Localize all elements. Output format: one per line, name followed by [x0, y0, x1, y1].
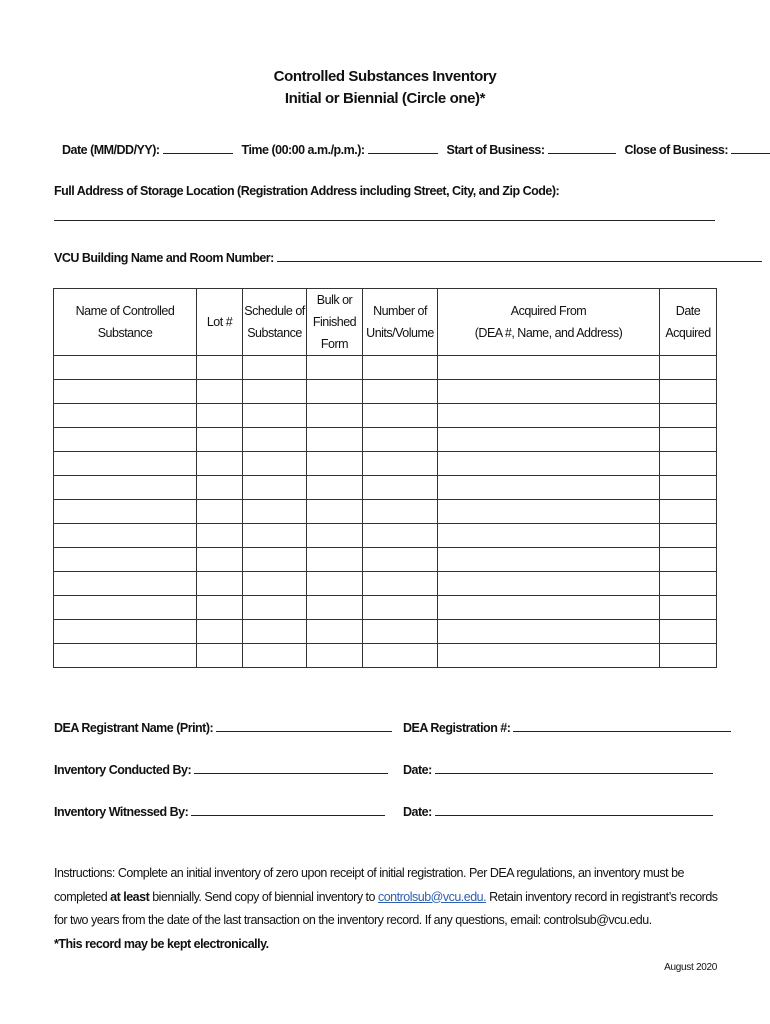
table-row — [54, 404, 717, 428]
table-cell[interactable] — [307, 548, 363, 572]
table-cell[interactable] — [363, 524, 438, 548]
table-cell[interactable] — [54, 620, 197, 644]
column-header-3 — [307, 289, 363, 356]
table-cell[interactable] — [243, 476, 307, 500]
column-header-text: Bulk or — [316, 293, 353, 307]
table-cell[interactable] — [307, 452, 363, 476]
table-cell[interactable] — [438, 428, 660, 452]
table-body — [54, 356, 717, 668]
table-row — [54, 356, 717, 380]
column-header-text: Name of Controlled — [75, 304, 175, 318]
table-cell[interactable] — [54, 572, 197, 596]
column-header-text: Substance — [247, 326, 302, 340]
table-cell[interactable] — [307, 356, 363, 380]
table-cell[interactable] — [54, 404, 197, 428]
table-cell[interactable] — [660, 500, 717, 524]
witnessed-by-row — [54, 804, 385, 819]
column-header-5 — [438, 289, 660, 356]
form-title-line1: Controlled Substances Inventory — [273, 68, 497, 85]
table-cell[interactable] — [660, 452, 717, 476]
table-cell[interactable] — [54, 476, 197, 500]
close-of-business-label: Close of Business: — [624, 143, 729, 157]
table-cell[interactable] — [197, 476, 243, 500]
table-cell[interactable] — [54, 500, 197, 524]
column-header-text: Form — [320, 337, 349, 351]
table-cell[interactable] — [438, 500, 660, 524]
table-cell[interactable] — [660, 572, 717, 596]
table-cell[interactable] — [438, 572, 660, 596]
electronic-record-note: *This record may be kept electronically. — [54, 936, 269, 951]
instructions-text-3: Retain inventory record in registrant’s records for two years from the date of the last transaction on the inventory record. If any questions, email: controlsub@vcu.edu. — [54, 889, 718, 927]
time-field[interactable] — [368, 142, 438, 154]
table-cell[interactable] — [54, 596, 197, 620]
table-row — [54, 572, 717, 596]
table-cell[interactable] — [438, 380, 660, 404]
table-cell[interactable] — [197, 572, 243, 596]
conducted-by-field[interactable] — [194, 762, 388, 774]
column-header-text: Units/Volume — [366, 326, 434, 340]
table-cell[interactable] — [243, 548, 307, 572]
table-cell[interactable] — [243, 620, 307, 644]
table-cell[interactable] — [660, 548, 717, 572]
table-cell[interactable] — [54, 428, 197, 452]
conducted-date-row — [403, 762, 713, 777]
table-cell[interactable] — [243, 596, 307, 620]
column-header-text: Lot # — [206, 315, 233, 329]
table-cell[interactable] — [307, 428, 363, 452]
witnessed-date-row — [403, 804, 713, 819]
column-header-text: (DEA #, Name, and Address) — [474, 326, 623, 340]
table-cell[interactable] — [243, 428, 307, 452]
registrant-name-field[interactable] — [216, 720, 392, 732]
column-header-text: Acquired From — [510, 304, 587, 318]
witnessed-by-field[interactable] — [191, 804, 385, 816]
table-cell[interactable] — [307, 620, 363, 644]
table-cell[interactable] — [54, 644, 197, 668]
table-cell[interactable] — [243, 644, 307, 668]
table-cell[interactable] — [54, 548, 197, 572]
date-label: Date (MM/DD/YY): — [62, 143, 160, 157]
table-cell[interactable] — [438, 548, 660, 572]
column-header-2 — [243, 289, 307, 356]
table-cell[interactable] — [363, 596, 438, 620]
table-row — [54, 644, 717, 668]
table-cell[interactable] — [363, 404, 438, 428]
table-cell[interactable] — [243, 572, 307, 596]
table-cell[interactable] — [197, 500, 243, 524]
email-link[interactable]: controlsub@vcu.edu. — [377, 889, 487, 904]
conducted-by-label: Inventory Conducted By: — [54, 763, 192, 777]
witnessed-date-label: Date: — [403, 805, 432, 819]
table-row — [54, 548, 717, 572]
table-cell[interactable] — [438, 620, 660, 644]
table-cell[interactable] — [660, 596, 717, 620]
registrant-name-row — [54, 720, 392, 735]
date-field[interactable] — [163, 142, 233, 154]
table-cell[interactable] — [197, 524, 243, 548]
column-header-text: Substance — [97, 326, 153, 340]
table-row — [54, 620, 717, 644]
table-row — [54, 524, 717, 548]
table-cell[interactable] — [363, 644, 438, 668]
table-cell[interactable] — [197, 620, 243, 644]
table-cell[interactable] — [363, 548, 438, 572]
column-header-4 — [363, 289, 438, 356]
registration-number-field[interactable] — [513, 720, 731, 732]
table-cell[interactable] — [438, 524, 660, 548]
conducted-date-field[interactable] — [435, 762, 713, 774]
table-row — [54, 452, 717, 476]
building-field[interactable] — [277, 250, 762, 262]
table-cell[interactable] — [363, 572, 438, 596]
table-cell[interactable] — [438, 452, 660, 476]
start-of-business-label: Start of Business: — [446, 143, 545, 157]
table-cell[interactable] — [438, 596, 660, 620]
inventory-table — [53, 288, 717, 668]
form-title — [0, 66, 770, 110]
instructions — [54, 862, 724, 956]
table-cell[interactable] — [363, 500, 438, 524]
table-cell[interactable] — [660, 524, 717, 548]
form-title-line2: Initial or Biennial (Circle one)* — [284, 90, 486, 107]
header-fields-row — [62, 142, 770, 157]
table-cell[interactable] — [660, 428, 717, 452]
table-cell[interactable] — [363, 356, 438, 380]
table-cell[interactable] — [243, 356, 307, 380]
table-cell[interactable] — [243, 380, 307, 404]
table-cell[interactable] — [197, 596, 243, 620]
address-field[interactable] — [54, 220, 715, 221]
table-cell[interactable] — [307, 596, 363, 620]
table-cell[interactable] — [54, 524, 197, 548]
table-cell[interactable] — [54, 452, 197, 476]
conducted-date-label: Date: — [403, 763, 432, 777]
footer-date: August 2020 — [664, 962, 717, 973]
table-cell[interactable] — [660, 404, 717, 428]
table-row — [54, 476, 717, 500]
table-cell[interactable] — [307, 500, 363, 524]
table-cell[interactable] — [197, 428, 243, 452]
table-cell[interactable] — [197, 548, 243, 572]
table-cell[interactable] — [54, 380, 197, 404]
start-of-business-field[interactable] — [548, 142, 616, 154]
registrant-name-label: DEA Registrant Name (Print): — [54, 721, 214, 735]
registration-number-label: DEA Registration #: — [403, 721, 511, 735]
table-cell[interactable] — [243, 524, 307, 548]
table-cell[interactable] — [660, 380, 717, 404]
witnessed-date-field[interactable] — [435, 804, 713, 816]
table-cell[interactable] — [243, 452, 307, 476]
table-cell[interactable] — [54, 356, 197, 380]
column-header-text: Schedule of — [244, 304, 305, 318]
table-cell[interactable] — [438, 356, 660, 380]
column-header-6 — [660, 289, 717, 356]
table-cell[interactable] — [243, 500, 307, 524]
table-cell[interactable] — [307, 644, 363, 668]
registration-number-row — [403, 720, 731, 735]
column-header-text: Date — [675, 304, 701, 318]
building-row — [54, 250, 762, 265]
table-cell[interactable] — [363, 452, 438, 476]
close-of-business-field[interactable] — [731, 142, 770, 154]
table-cell[interactable] — [197, 644, 243, 668]
instructions-bold: at least — [110, 889, 150, 904]
table-cell[interactable] — [197, 404, 243, 428]
table-cell[interactable] — [363, 428, 438, 452]
table-cell[interactable] — [363, 620, 438, 644]
table-cell[interactable] — [660, 644, 717, 668]
table-row — [54, 596, 717, 620]
table-row — [54, 428, 717, 452]
column-header-text: Finished — [312, 315, 357, 329]
table-cell[interactable] — [243, 404, 307, 428]
table-cell[interactable] — [660, 356, 717, 380]
table-cell[interactable] — [363, 476, 438, 500]
instructions-text-2: biennially. Send copy of biennial inventory to — [149, 889, 378, 904]
table-row — [54, 500, 717, 524]
instructions-text-1: Instructions: Complete an initial inventory of zero upon receipt of initial registration. Per DEA regulations, an inventory must be completed — [54, 866, 684, 904]
table-cell[interactable] — [363, 380, 438, 404]
table-cell[interactable] — [438, 404, 660, 428]
column-header-text: Acquired — [665, 326, 711, 340]
table-cell[interactable] — [307, 404, 363, 428]
table-cell[interactable] — [197, 356, 243, 380]
column-header-1 — [197, 289, 243, 356]
building-label: VCU Building Name and Room Number: — [54, 251, 274, 265]
table-cell[interactable] — [197, 380, 243, 404]
conducted-by-row — [54, 762, 388, 777]
table-cell[interactable] — [307, 572, 363, 596]
table-cell[interactable] — [438, 476, 660, 500]
table-cell[interactable] — [307, 476, 363, 500]
table-row — [54, 380, 717, 404]
table-cell[interactable] — [197, 452, 243, 476]
table-cell[interactable] — [307, 524, 363, 548]
table-cell[interactable] — [660, 620, 717, 644]
table-cell[interactable] — [438, 644, 660, 668]
table-cell[interactable] — [307, 380, 363, 404]
table-cell[interactable] — [660, 476, 717, 500]
time-label: Time (00:00 a.m./p.m.): — [241, 143, 365, 157]
address-label: Full Address of Storage Location (Registration Address including Street, City, and Zip Code): — [54, 184, 560, 198]
witnessed-by-label: Inventory Witnessed By: — [54, 805, 189, 819]
table-header-row — [54, 289, 717, 356]
column-header-0 — [54, 289, 197, 356]
column-header-text: Number of — [373, 304, 427, 318]
